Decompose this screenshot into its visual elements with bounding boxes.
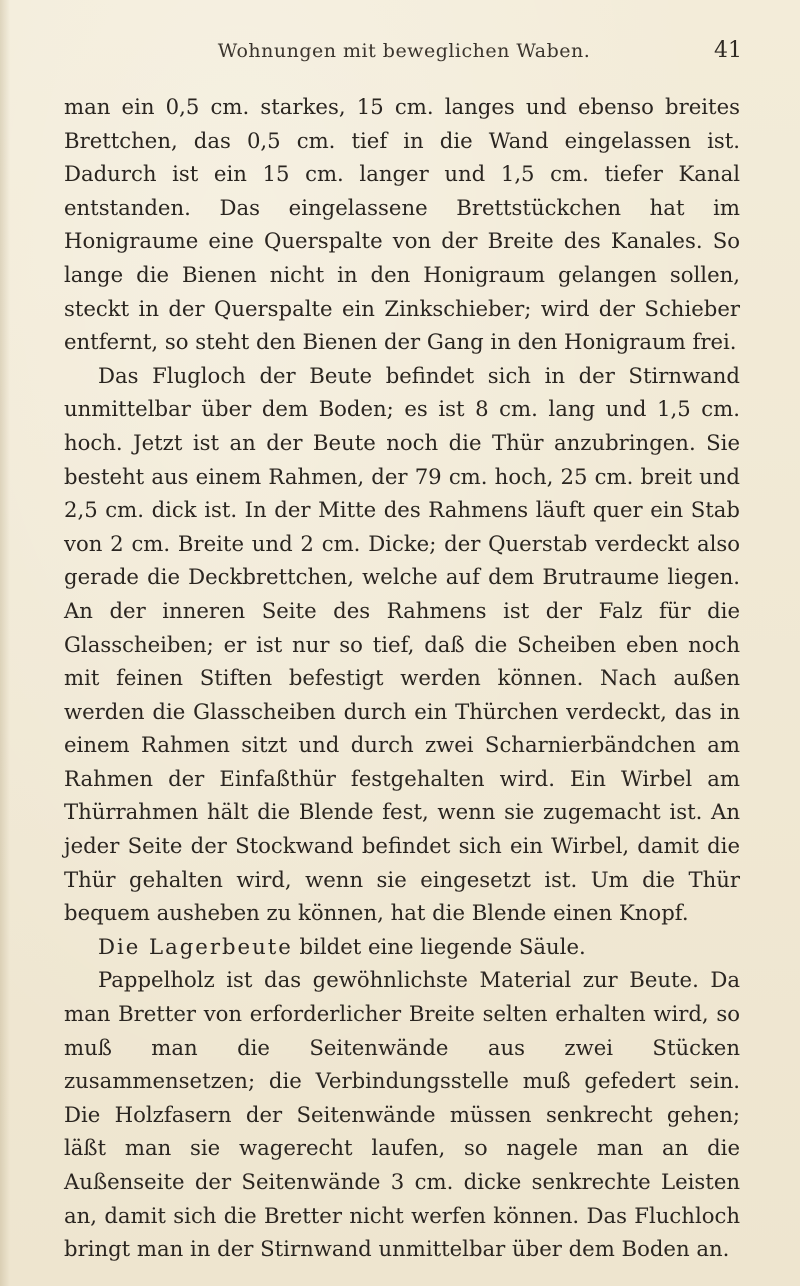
- page-number: 41: [714, 38, 742, 63]
- paragraph-lagerbeute-text: bildet eine liegende Säule.: [292, 933, 586, 959]
- paragraph-kanal: man ein 0,5 cm. starkes, 15 cm. langes und ebenso breites Brettchen, das 0,5 cm. tief in die Wand eingelassen ist. Dadurch ist ein 15 cm. langer und 1,5 cm. tiefer Kanal entstanden. Das eingelassene Brettstückchen hat im Honigraume eine Querspalte von der Breite des Kanales. So lange die Bienen nicht in den Honigraum gelangen sollen, steckt in der Querspalte ein Zinkschieber; wird der Schieber entfernt, so steht den Bienen der Gang in den Honigraum frei.: [64, 94, 740, 355]
- paragraph-lagerbeute: [64, 930, 740, 964]
- paragraph-flugloch-thuer: Das Flugloch der Beute befindet sich in der Stirnwand unmittelbar über dem Boden; es ist 8 cm. lang und 1,5 cm. hoch. Jetzt ist an der Beute noch die Thür anzubringen. Sie besteht aus einem Rahmen, der 79 cm. hoch, 25 cm. breit und 2,5 cm. dick ist. In der Mitte des Rahmens läuft quer ein Stab von 2 cm. Breite und 2 cm. Dicke; der Querstab verdeckt also gerade die Deckbrettchen, welche auf dem Brutraume liegen. An der inneren Seite des Rahmens ist der Falz für die Glasscheiben; er ist nur so tief, daß die Scheiben eben noch mit feinen Stiften befestigt werden können. Nach außen werden die Glasscheiben durch ein Thürchen verdeckt, das in einem Rahmen sitzt und durch zwei Scharnierbändchen am Rahmen der Einfaßthür festgehalten wird. Ein Wirbel am Thürrahmen hält die Blende fest, wenn sie zugemacht ist. An jeder Seite der Stockwand befindet sich ein Wirbel, damit die Thür gehalten wird, wenn sie eingesetzt ist. Um die Thür bequem ausheben zu können, hat die Blende einen Knopf.: [64, 362, 740, 926]
- page-header: [64, 38, 744, 72]
- body-text: [64, 90, 740, 1266]
- running-title: Wohnungen mit beweglichen Waben.: [217, 40, 591, 62]
- page-edge-shadow: [0, 0, 10, 1286]
- paragraph-pappelholz: Pappelholz ist das gewöhnlichste Material zur Beute. Da man Bretter von erforderlicher Breite selten erhalten wird, so muß man die Seitenwände aus zwei Stücken zusammensetzen; die Verbindungsstelle muß gefedert sein. Die Holzfasern der Seitenwände müssen senkrecht gehen; läßt man sie wagerecht laufen, so nagele man an die Außenseite der Seitenwände 3 cm. dicke senkrechte Leisten an, damit sich die Bretter nicht werfen können. Das Fluchloch bringt man in der Stirnwand unmittelbar über dem Boden an.: [64, 967, 740, 1262]
- section-lead-lagerbeute: Die Lagerbeute: [98, 933, 293, 959]
